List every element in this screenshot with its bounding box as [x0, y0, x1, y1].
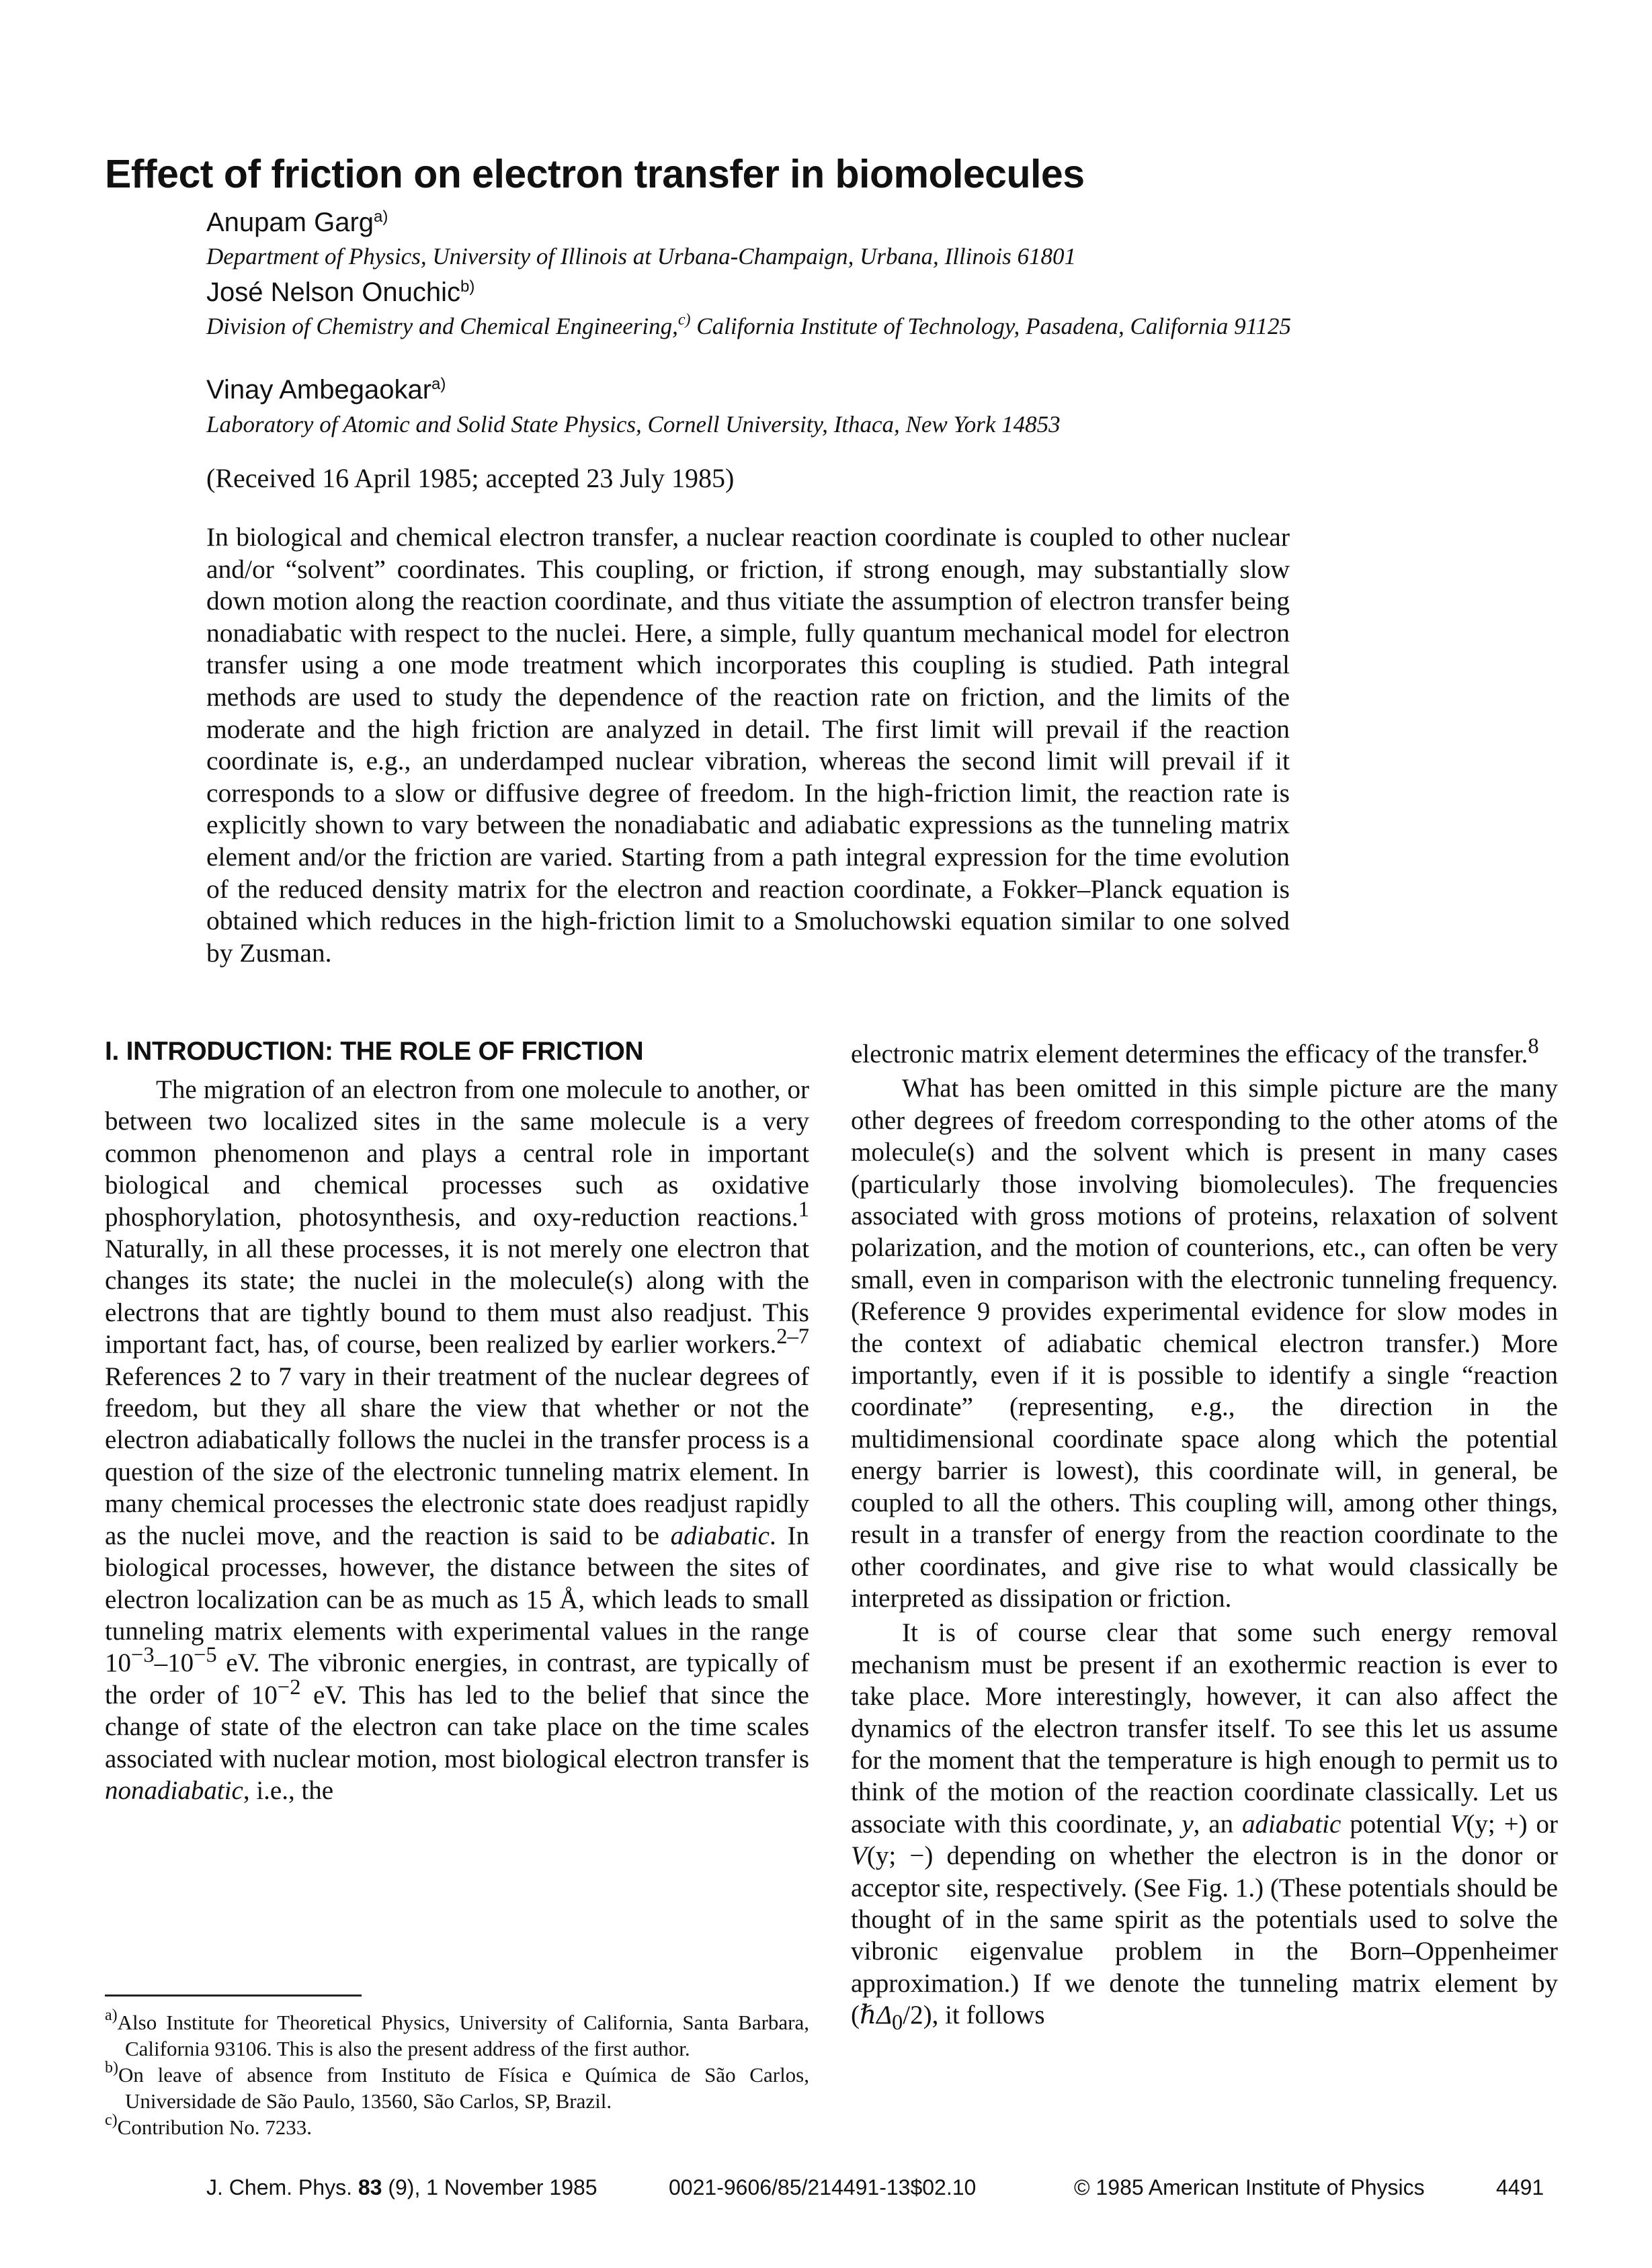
section-heading: I. INTRODUCTION: THE ROLE OF FRICTION — [105, 1037, 644, 1066]
math-args: (y; +) — [1466, 1809, 1528, 1839]
emphasis: adiabatic — [1242, 1809, 1341, 1839]
footnote-mark: a) — [105, 2007, 118, 2024]
left-column — [105, 1034, 809, 1806]
text: , an — [1193, 1809, 1243, 1839]
text: eV. This has led to the belief that since the change of state of the electron can take place on the time scales associated with nuclear motion, most biological electron transfer is — [105, 1680, 809, 1773]
author-3 — [206, 375, 446, 405]
affiliation-2 — [206, 312, 1322, 341]
affiliation-3: Laboratory of Atomic and Solid State Physics, Cornell University, Ithaca, New York 14853 — [206, 411, 1061, 437]
text: electronic matrix element determines the efficacy of the transfer. — [851, 1040, 1528, 1068]
journal-name: J. Chem. Phys. — [206, 2175, 358, 2199]
affiliation-mark: c) — [677, 311, 691, 329]
page-number: 4491 — [1496, 2175, 1544, 2199]
exponent: −5 — [194, 1643, 217, 1668]
author-name: Vinay Ambegaokar — [206, 375, 432, 405]
author-1 — [206, 208, 388, 238]
abstract: In biological and chemical electron transfer, a nuclear reaction coordinate is coupled to other nuclear and/or “solvent” coordinates. This coupling, or friction, if strong enough, may substantially slow down motion along the reaction coordinate, and thus vitiate the assumption of electron transfer being nonadiabatic with respect to the nuclei. Here, a simple, fully quantum mechanical model for electron transfer using a one mode treatment which incorporates this coupling is studied. Path integral methods are used to study the dependence of the reaction rate on friction, and the limits of the moderate and the high friction are analyzed in detail. The first limit will prevail if the reaction coordinate is, e.g., an underdamped nuclear vibration, whereas the second limit will prevail if it corresponds to a slow or diffusive degree of freedom. In the high-friction limit, the reaction rate is explicitly shown to vary between the nonadiabatic and adiabatic expressions as the tunneling matrix element and/or the friction are varied. Starting from a path integral expression for the time evolution of the reduced density matrix for the electron and reaction coordinate, a Fokker–Planck equation is obtained which reduces in the high-friction limit to a Smoluchowski equation similar to one solved by Zusman. — [206, 522, 1290, 968]
math-var: V — [851, 1841, 867, 1871]
footnotes — [105, 2009, 809, 2140]
affiliation-text: Division of Chemistry and Chemical Engineering, — [206, 313, 678, 339]
author-mark: a) — [431, 375, 446, 393]
paper-title: Effect of friction on electron transfer in biomolecules — [105, 152, 1085, 196]
subscript: 0 — [892, 2010, 903, 2035]
text: depending on whether the electron is in the donor or acceptor site, respectively. (See Fig. 1.) (These potentials should be thought of in the same spirit as the potentials used to solve the vibronic eigenvalue problem in the Born–Oppenheimer approximation.) If we denote the tunneling matrix element by ( — [851, 1841, 1558, 2030]
continued-paragraph — [851, 1034, 1558, 1070]
emphasis: adiabatic — [670, 1521, 770, 1550]
reference: 2–7 — [776, 1325, 809, 1349]
right-column — [851, 1034, 1559, 2039]
text: potential — [1341, 1809, 1450, 1839]
footnote — [105, 2009, 809, 2062]
issue-date: (9), 1 November 1985 — [382, 2175, 597, 2199]
text: The migration of an electron from one molecule to another, or between two localized sites in the same molecule is a very common phenomenon and plays a central role in important biological and chemical processes such as oxidative phosphorylation, photosynthesis, and oxy-reduction reactions. — [105, 1075, 809, 1232]
text: eV. The vibronic energies, in contrast, are typically of the order of 10 — [105, 1648, 809, 1710]
text: –10 — [154, 1648, 194, 1678]
volume: 83 — [358, 2175, 382, 2199]
reference: 1 — [798, 1197, 809, 1222]
text: , i.e., the — [243, 1775, 334, 1805]
text: . In biological processes, however, the distance between the sites of electron localization can be as much as 15 Å, which leads to small tunneling matrix elements with experimental values in the range 10 — [105, 1521, 809, 1678]
author-name: José Nelson Onuchic — [206, 278, 460, 307]
footnote-rule — [105, 1994, 362, 1997]
footer-code: 0021-9606/85/214491-13$02.10 — [669, 2175, 977, 2199]
text: or — [1527, 1809, 1559, 1839]
text: Naturally, in all these processes, it is not merely one electron that changes its state; the nuclei in the molecule(s) along with the electrons that are tightly bound to them must also readjust. This important fact, has, of course, been realized by earlier workers. — [105, 1234, 809, 1359]
author-mark: a) — [374, 208, 388, 226]
math-var: ℏΔ — [860, 2001, 893, 2030]
exponent: −3 — [131, 1643, 155, 1668]
text: References 2 to 7 vary in their treatment of the nuclear degrees of freedom, but they all share the view that whether or not the electron adiabatically follows the nuclei in the transfer process is a question of the size of the electronic tunneling matrix element. In many chemical processes the electronic state does readjust rapidly as the nuclei move, and the reaction is said to be — [105, 1361, 809, 1550]
affiliation-1: Department of Physics, University of Illinois at Urbana-Champaign, Urbana, Illinois 61801 — [206, 243, 1076, 269]
footnote-text: Also Institute for Theoretical Physics, University of California, Santa Barbara, California 93106. This is also the present address of the first author. — [117, 2011, 809, 2060]
author-2 — [206, 278, 474, 308]
author-name: Anupam Garg — [206, 208, 374, 237]
math-var: y — [1182, 1809, 1194, 1839]
footnote-mark: b) — [105, 2059, 118, 2076]
paragraph-energy-removal — [851, 1617, 1558, 2039]
footer-citation — [206, 2175, 597, 2200]
footer-copyright: © 1985 American Institute of Physics — [1074, 2175, 1425, 2199]
footnote-text: Contribution No. 7233. — [117, 2115, 312, 2139]
text: /2), it follows — [903, 2001, 1045, 2030]
footnote — [105, 2111, 809, 2140]
author-mark: b) — [460, 278, 475, 296]
text: It is of course clear that some such energy removal mechanism must be present if an exothermic reaction is ever to take place. More interestingly, however, it can also affect the dynamics of the electron transfer itself. To see this let us assume for the moment that the temperature is high enough to permit us to think of the motion of the reaction coordinate classically. Let us associate with this coordinate, — [851, 1618, 1558, 1839]
exponent: −2 — [277, 1675, 301, 1699]
math-var: V — [1450, 1809, 1467, 1839]
paragraph-degrees-of-freedom: What has been omitted in this simple picture are the many other degrees of freedom corresponding to the other atoms of the molecule(s) and the solvent which is present in many cases (particularly those involving biomolecules). The frequencies associated with gross motions of proteins, relaxation of solvent polarization, and the motion of counterions, etc., can often be very small, even in comparison with the electronic tunneling frequency. (Reference 9 provides experimental evidence for slow modes in the context of adiabatic chemical electron transfer.) More importantly, even if it is possible to identify a single “reaction coordinate” (representing, e.g., the direction in the multidimensional coordinate space along which the potential energy barrier is lowest), this coordinate will, in general, be coupled to all the others. This coupling will, among other things, result in a transfer of energy from the reaction coordinate to the other coordinates, and give rise to what would classically be interpreted as dissipation or friction. — [851, 1074, 1558, 1613]
math-args: (y; −) — [866, 1841, 934, 1871]
footnote-text: On leave of absence from Instituto de Física e Química de São Carlos, Universidade de São Paulo, 13560, São Carlos, SP, Brazil. — [118, 2063, 809, 2113]
received-dates: (Received 16 April 1985; accepted 23 July 1985) — [206, 463, 735, 493]
emphasis: nonadiabatic — [105, 1775, 243, 1805]
affiliation-text: California Institute of Technology, Pasadena, California 91125 — [690, 313, 1292, 339]
reference: 8 — [1528, 1034, 1539, 1058]
intro-paragraph-1 — [105, 1074, 809, 1806]
footnote-mark: c) — [105, 2111, 118, 2129]
footnote — [105, 2059, 809, 2114]
